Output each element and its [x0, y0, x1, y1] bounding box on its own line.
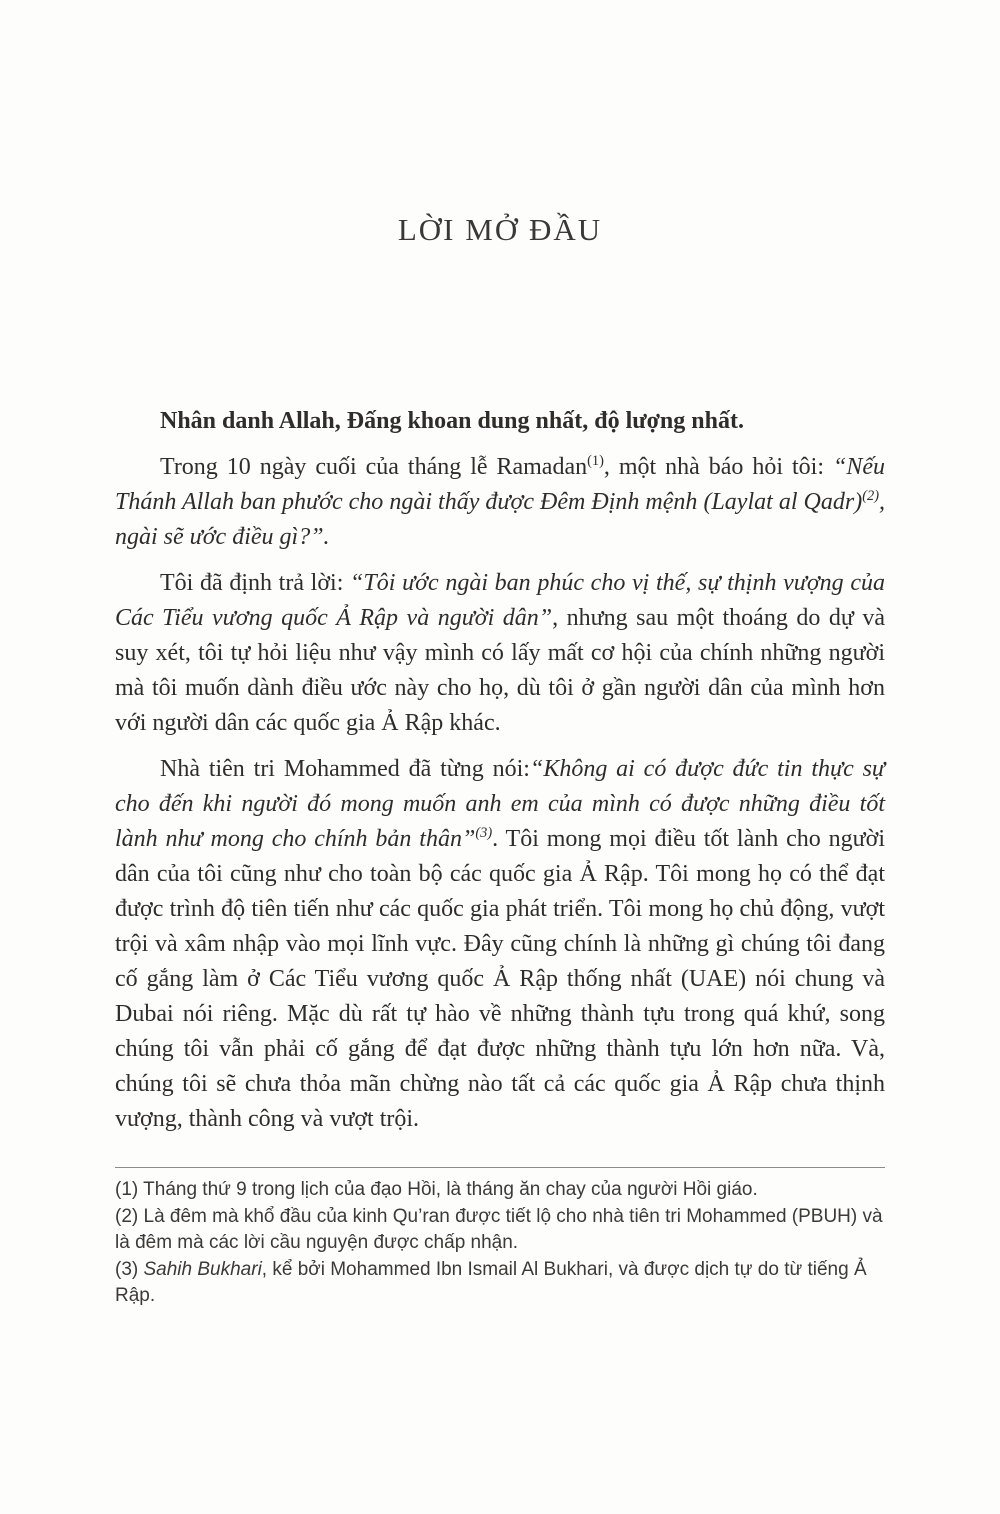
- page-title: LỜI MỞ ĐẦU: [397, 212, 603, 247]
- paragraph: Nhà tiên tri Mohammed đã từng nói:“Không ai có được đức tin thực sự cho đến khi người đó mong muốn anh em của mình có được những điều tốt lành như mong cho chính bản thân”$^{(3)}$. Tôi mong mọi điều tốt lành cho người dân của tôi cũng như cho toàn bộ các quốc gia Ả Rập. Tôi mong họ có thể đạt được trình độ tiên tiến như các quốc gia phát triển. Tôi mong họ chủ động, vượt trội và xâm nhập vào mọi lĩnh vực. Đây cũng chính là những gì chúng tôi đang cố gắng làm ở Các Tiểu vương quốc Ả Rập thống nhất (UAE) nói chung và Dubai nói riêng. Mặc dù rất tự hào về những thành tựu trong quá khứ, song chúng tôi vẫn phải cố gắng để đạt được những thành tựu lớn hơn nữa. Và, chúng tôi sẽ chưa thỏa mãn chừng nào tất cả các quốc gia Ả Rập chưa thịnh vượng, thành công và vượt trội.: [115, 756, 885, 1132]
- footnotes-section: [115, 1167, 885, 1310]
- footnote: (3) Sahih Bukhari, kể bởi Mohammed Ibn Ismail Al Bukhari, và được dịch tự do từ tiếng Ả Rập.: [115, 1258, 867, 1306]
- footnote: (1) Tháng thứ 9 trong lịch của đạo Hồi, là tháng ăn chay của người Hồi giáo.: [115, 1179, 758, 1200]
- body-text: [115, 404, 885, 1137]
- dedication-line: Nhân danh Allah, Đấng khoan dung nhất, độ lượng nhất.: [160, 408, 744, 434]
- paragraph: Tôi đã định trả lời: “Tôi ước ngài ban phúc cho vị thế, sự thịnh vượng của Các Tiểu vương quốc Ả Rập và người dân”, nhưng sau một thoáng do dự và suy xét, tôi tự hỏi liệu như vậy mình có lấy mất cơ hội của chính những người mà tôi muốn dành điều ước này cho họ, dù tôi ở gần người dân của mình hơn với người dân các quốc gia Ả Rập khác.: [115, 570, 885, 736]
- paragraph-list: [115, 450, 885, 1137]
- paragraph: Trong 10 ngày cuối của tháng lễ Ramadan$^{(1)}$, một nhà báo hỏi tôi: “Nếu Thánh Allah ban phước cho ngài thấy được Đêm Định mệnh (Laylat al Qadr)$^{(2)}$, ngài sẽ ước điều gì?”.: [115, 453, 886, 550]
- footnote: (2) Là đêm mà khổ đầu của kinh Qu’ran được tiết lộ cho nhà tiên tri Mohammed (PBUH) và là đêm mà các lời cầu nguyện được chấp nhận.: [115, 1205, 883, 1253]
